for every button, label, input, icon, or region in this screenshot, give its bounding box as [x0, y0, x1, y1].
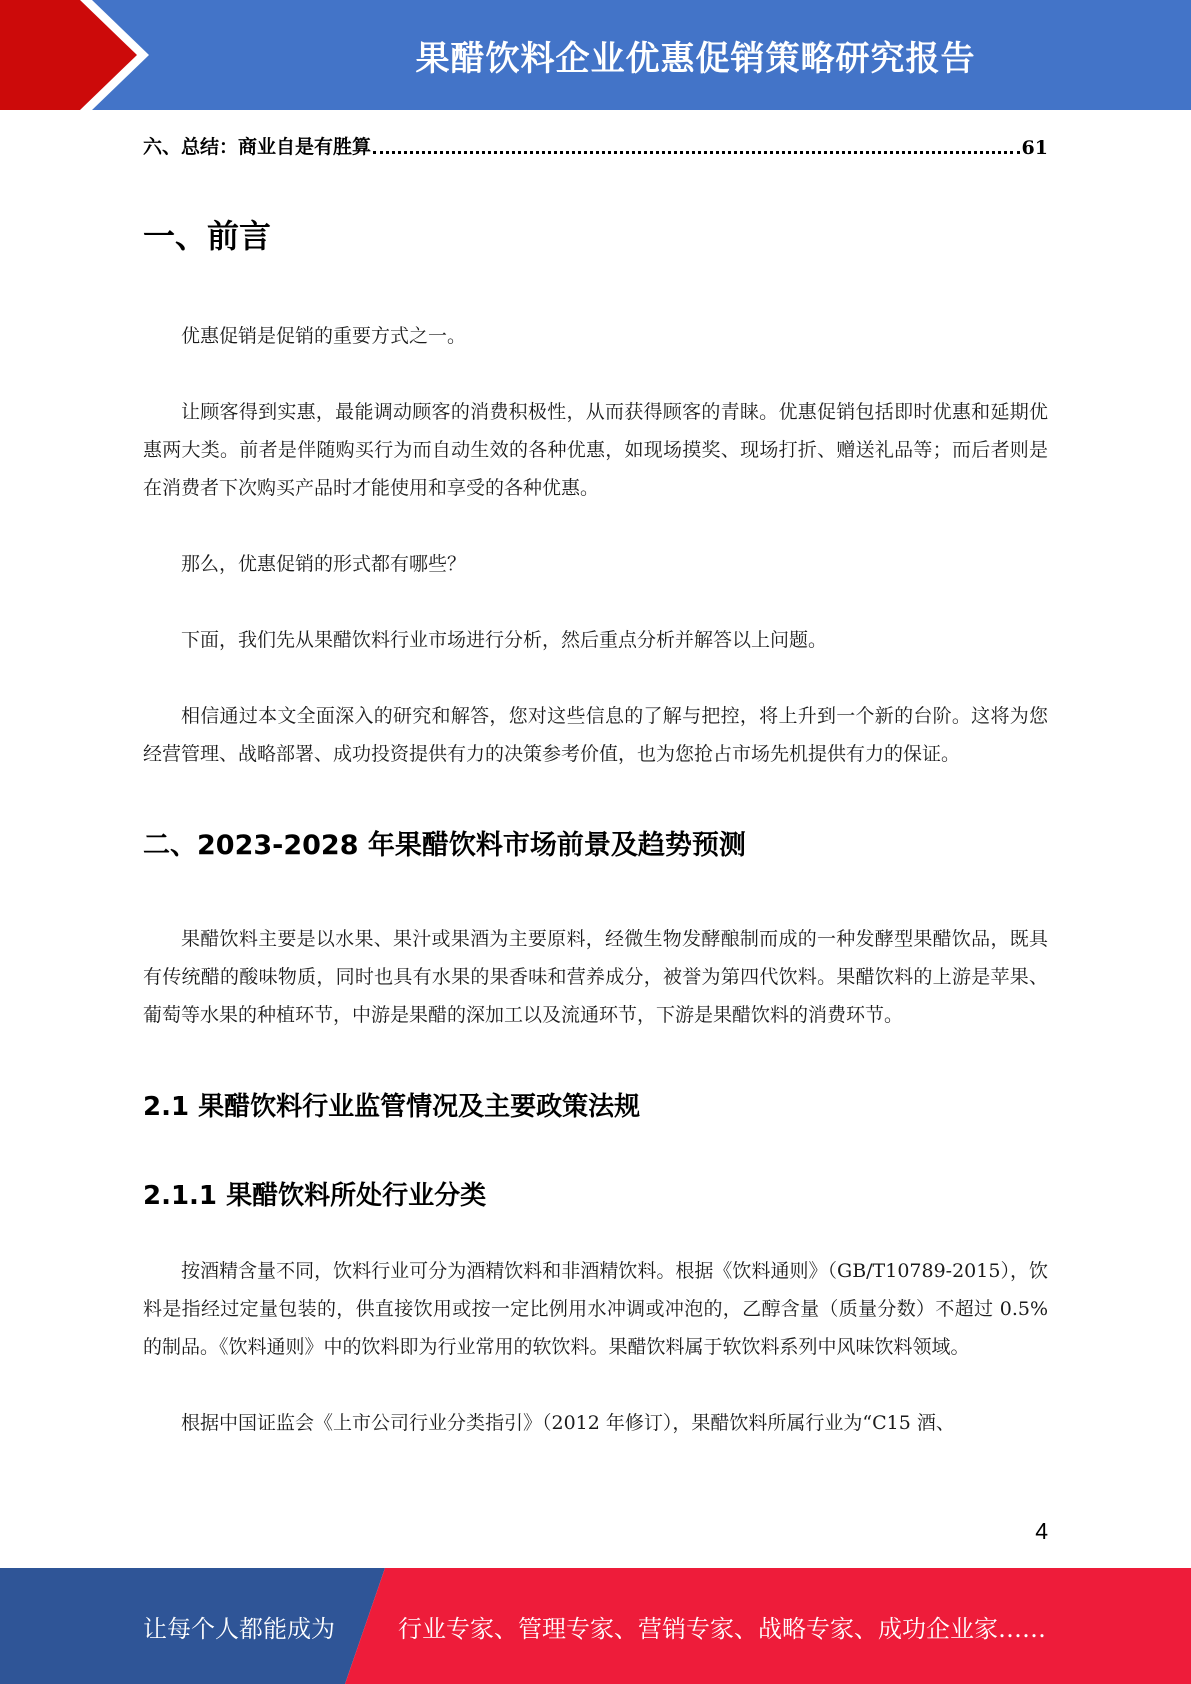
toc-entry-label: 六、总结：商业自是有胜算 [143, 136, 372, 158]
subsection-heading-classification: 2.1.1 果醋饮料所处行业分类 [143, 1181, 487, 1211]
paragraph: 下面，我们先从果醋饮料行业市场进行分析，然后重点分析并解答以上问题。 [181, 629, 828, 651]
toc-entry[interactable] [143, 132, 1048, 159]
page-content [143, 118, 1048, 1442]
section-heading-preface: 一、前言 [143, 217, 272, 255]
paragraph: 按酒精含量不同，饮料行业可分为酒精饮料和非酒精饮料。根据《饮料通则》（GB/T10789-2015），饮料是指经过定量包装的，供直接饮用或按一定比例用水冲调或冲泡的，乙醇含量（质量分数）不超过 0.5%的制品。《饮料通则》中的饮料即为行业常用的软饮料。果醋饮料属于软饮料系列中风味饮料领域。 [143, 1260, 1048, 1358]
page-footer [0, 1568, 1191, 1684]
header-arrow-decoration [0, 0, 160, 110]
subsection-heading-regulation: 2.1 果醋饮料行业监管情况及主要政策法规 [143, 1092, 641, 1122]
page-number: 4 [1035, 1518, 1048, 1544]
paragraph: 那么，优惠促销的形式都有哪些？ [181, 553, 467, 575]
toc-entry-page: 61 [1021, 137, 1048, 159]
paragraph: 优惠促销是促销的重要方式之一。 [181, 325, 467, 347]
paragraph: 相信通过本文全面深入的研究和解答，您对这些信息的了解与把控，将上升到一个新的台阶。这将为您经营管理、战略部署、成功投资提供有力的决策参考价值，也为您抢占市场先机提供有力的保证。 [143, 705, 1048, 765]
toc-leader-dots [373, 151, 1020, 154]
footer-slogan-right: 行业专家、管理专家、营销专家、战略专家、成功企业家…… [398, 1614, 1046, 1643]
section-heading-outlook: 二、2023-2028 年果醋饮料市场前景及趋势预测 [143, 830, 746, 861]
paragraph: 让顾客得到实惠，最能调动顾客的消费积极性，从而获得顾客的青睐。优惠促销包括即时优惠和延期优惠两大类。前者是伴随购买行为而自动生效的各种优惠，如现场摸奖、现场打折、赠送礼品等；而后者则是在消费者下次购买产品时才能使用和享受的各种优惠。 [143, 401, 1048, 499]
report-title: 果醋饮料企业优惠促销策略研究报告 [415, 38, 976, 79]
page-header [0, 0, 1191, 110]
paragraph: 根据中国证监会《上市公司行业分类指引》（2012 年修订），果醋饮料所属行业为“C15 酒、 [181, 1412, 955, 1434]
paragraph: 果醋饮料主要是以水果、果汁或果酒为主要原料，经微生物发酵酿制而成的一种发酵型果醋饮品，既具有传统醋的酸味物质，同时也具有水果的果香味和营养成分，被誉为第四代饮料。果醋饮料的上游是苹果、葡萄等水果的种植环节，中游是果醋的深加工以及流通环节，下游是果醋饮料的消费环节。 [143, 928, 1048, 1026]
footer-slogan-left: 让每个人都能成为 [143, 1614, 335, 1643]
